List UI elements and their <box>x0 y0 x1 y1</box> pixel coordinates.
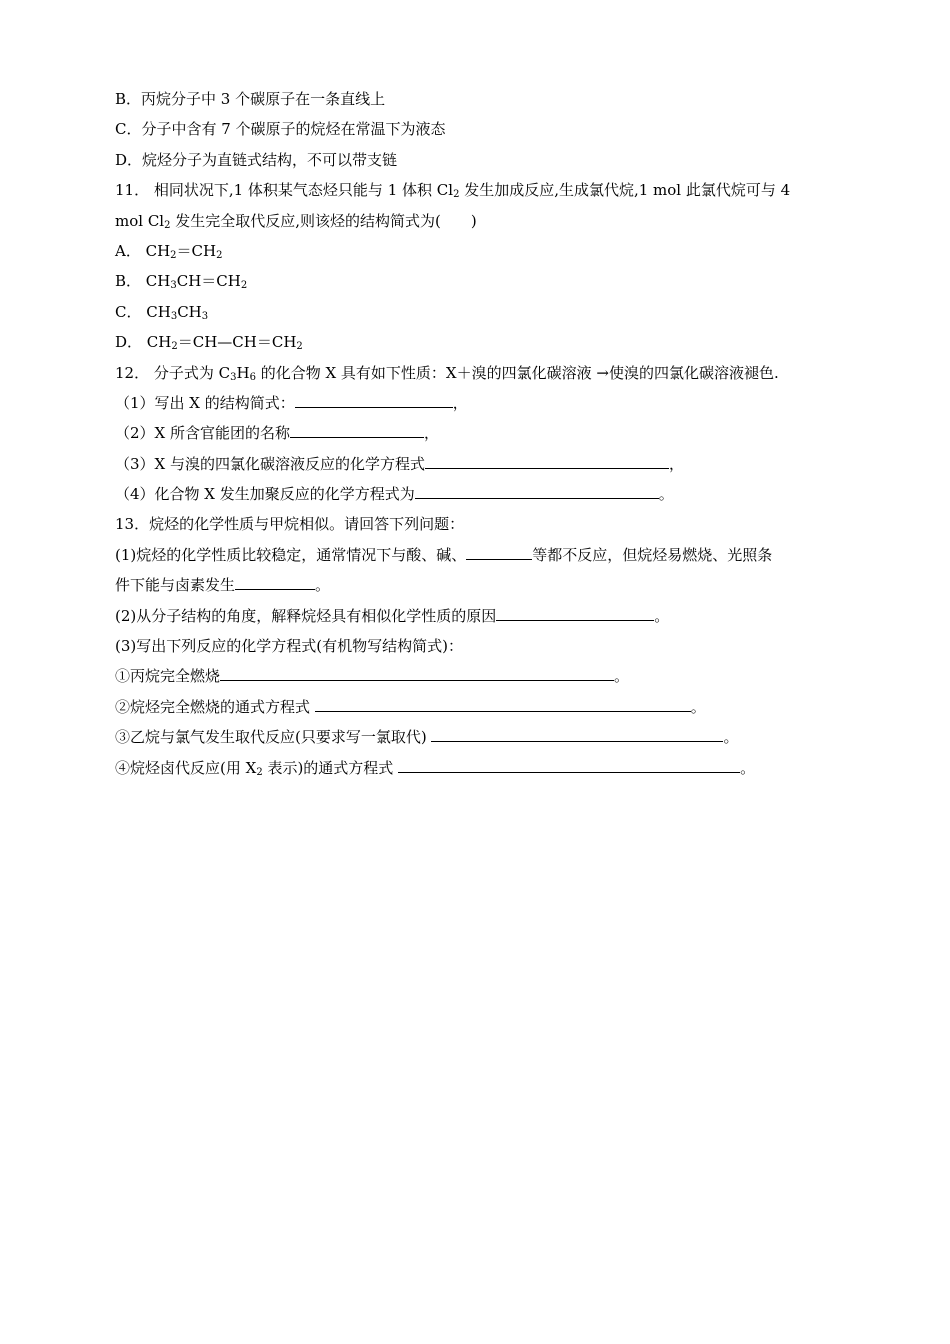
answer-blank[interactable] <box>466 544 532 560</box>
q12-stem-text: 的化合物 X 具有如下性质：X＋溴的四氯化碳溶液 →使溴的四氯化碳溶液褪色. <box>255 363 779 382</box>
q13-part3 <box>115 631 840 661</box>
formula-subscript: 3 <box>201 310 209 322</box>
punctuation: ， <box>424 424 440 443</box>
q11-option-c <box>115 297 840 327</box>
q13-item3-text: ③乙烷与氯气发生取代反应(只要求写一氯取代) <box>115 728 432 747</box>
q13-part2-text: (2)从分子结构的角度，解释烷烃具有相似化学性质的原因 <box>115 606 497 625</box>
q13-part1-line1 <box>115 540 840 570</box>
q10-option-c-text: C．分子中含有 7 个碳原子的烷烃在常温下为液态 <box>115 120 446 139</box>
formula-part: CH <box>177 302 202 321</box>
punctuation: 。 <box>723 728 739 747</box>
answer-blank[interactable] <box>415 483 659 499</box>
q11-option-a <box>115 236 840 266</box>
formula-subscript: 3 <box>170 310 178 322</box>
q13-stem-text: 13．烷烃的化学性质与甲烷相似。请回答下列问题： <box>115 515 465 534</box>
answer-blank[interactable] <box>496 605 654 621</box>
formula-part: CH＝CH <box>176 272 241 291</box>
punctuation: 。 <box>658 485 674 504</box>
q13-item4-text: 表示)的通式方程式 <box>262 758 399 777</box>
q13-stem <box>115 509 840 539</box>
q11-option-d <box>115 327 840 357</box>
q12-stem <box>115 358 840 388</box>
q11-stem-line1 <box>115 175 840 205</box>
q11-stem-text: 11． 相同状况下,1 体积某气态烃只能与 1 体积 Cl <box>115 181 454 200</box>
punctuation: 。 <box>654 606 670 625</box>
q10-option-d-text: D．烷烃分子为直链式结构，不可以带支链 <box>115 150 398 169</box>
answer-blank[interactable] <box>220 665 614 681</box>
q12-stem-text: H <box>236 363 250 382</box>
formula-subscript: 2 <box>170 249 177 261</box>
q10-option-c <box>115 114 840 144</box>
q13-item2-text: ②烷烃完全燃烧的通式方程式 <box>115 697 315 716</box>
formula-part: D． CH <box>115 333 172 352</box>
q13-item1-text: ①丙烷完全燃烧 <box>115 667 221 686</box>
q13-item4 <box>115 753 840 783</box>
q12-sub1-text: （1）写出 X 的结构简式： <box>115 393 295 412</box>
formula-subscript: 2 <box>240 280 248 292</box>
answer-blank[interactable] <box>290 422 424 438</box>
q11-option-b <box>115 266 840 296</box>
answer-blank[interactable] <box>425 453 669 469</box>
punctuation: ， <box>452 393 468 412</box>
formula-subscript: 2 <box>256 766 263 778</box>
formula-part: ＝CH <box>176 241 217 260</box>
punctuation: 。 <box>740 758 756 777</box>
punctuation: 。 <box>614 667 630 686</box>
q11-subscript: 2 <box>453 189 460 201</box>
q12-sub1 <box>115 388 840 418</box>
answer-blank[interactable] <box>398 757 740 773</box>
q13-part1-line2 <box>115 570 840 600</box>
formula-subscript: 2 <box>296 341 303 353</box>
q10-option-b <box>115 84 840 114</box>
q12-sub4 <box>115 479 840 509</box>
q13-item1 <box>115 661 840 691</box>
q10-option-d <box>115 145 840 175</box>
q10-option-b-text: B．丙烷分子中 3 个碳原子在一条直线上 <box>115 90 386 108</box>
formula-part: B． CH <box>115 272 171 291</box>
q13-item3 <box>115 722 840 752</box>
answer-blank[interactable] <box>235 574 315 590</box>
q13-part2 <box>115 601 840 631</box>
q13-part1-text: 等都不反应，但烷烃易燃烧、光照条 <box>532 545 773 564</box>
q12-sub4-text: （4）化合物 X 发生加聚反应的化学方程式为 <box>115 485 415 504</box>
q12-sub3 <box>115 449 840 479</box>
formula-part: ＝CH—CH＝CH <box>177 333 297 352</box>
formula-subscript: 6 <box>249 371 256 383</box>
q13-part1-text: (1)烷烃的化学性质比较稳定，通常情况下与酸、碱、 <box>115 545 467 564</box>
q12-sub3-text: （3）X 与溴的四氯化碳溶液反应的化学方程式 <box>115 454 425 473</box>
q13-item2 <box>115 692 840 722</box>
q11-stem-text: 发生完全取代反应,则该烃的结构简式为( ) <box>170 211 477 230</box>
punctuation: ， <box>669 454 685 473</box>
formula-subscript: 2 <box>216 249 223 261</box>
punctuation: 。 <box>315 576 331 595</box>
q12-stem-text: 12． 分子式为 C <box>115 363 231 382</box>
formula-subscript: 3 <box>230 371 237 383</box>
q11-subscript: 2 <box>164 219 171 231</box>
q12-sub2-text: （2）X 所含官能团的名称 <box>115 424 290 443</box>
answer-blank[interactable] <box>295 392 453 408</box>
q11-stem-line2 <box>115 206 840 236</box>
formula-part: A． CH <box>115 241 171 260</box>
q11-stem-text: mol Cl <box>115 211 165 230</box>
q13-part3-text: (3)写出下列反应的化学方程式(有机物写结构简式)： <box>115 637 463 656</box>
q12-sub2 <box>115 418 840 448</box>
answer-blank[interactable] <box>315 696 691 712</box>
q13-item4-text: ④烷烃卤代反应(用 X <box>115 758 257 777</box>
answer-blank[interactable] <box>431 726 723 742</box>
formula-subscript: 3 <box>170 280 177 292</box>
formula-subscript: 2 <box>171 341 178 353</box>
punctuation: 。 <box>690 697 706 716</box>
formula-part: C． CH <box>115 302 171 321</box>
q13-part1-text: 件下能与卤素发生 <box>115 576 236 595</box>
worksheet-page <box>115 84 840 783</box>
q11-stem-text: 发生加成反应,生成氯代烷,1 mol 此氯代烷可与 4 <box>459 181 791 200</box>
